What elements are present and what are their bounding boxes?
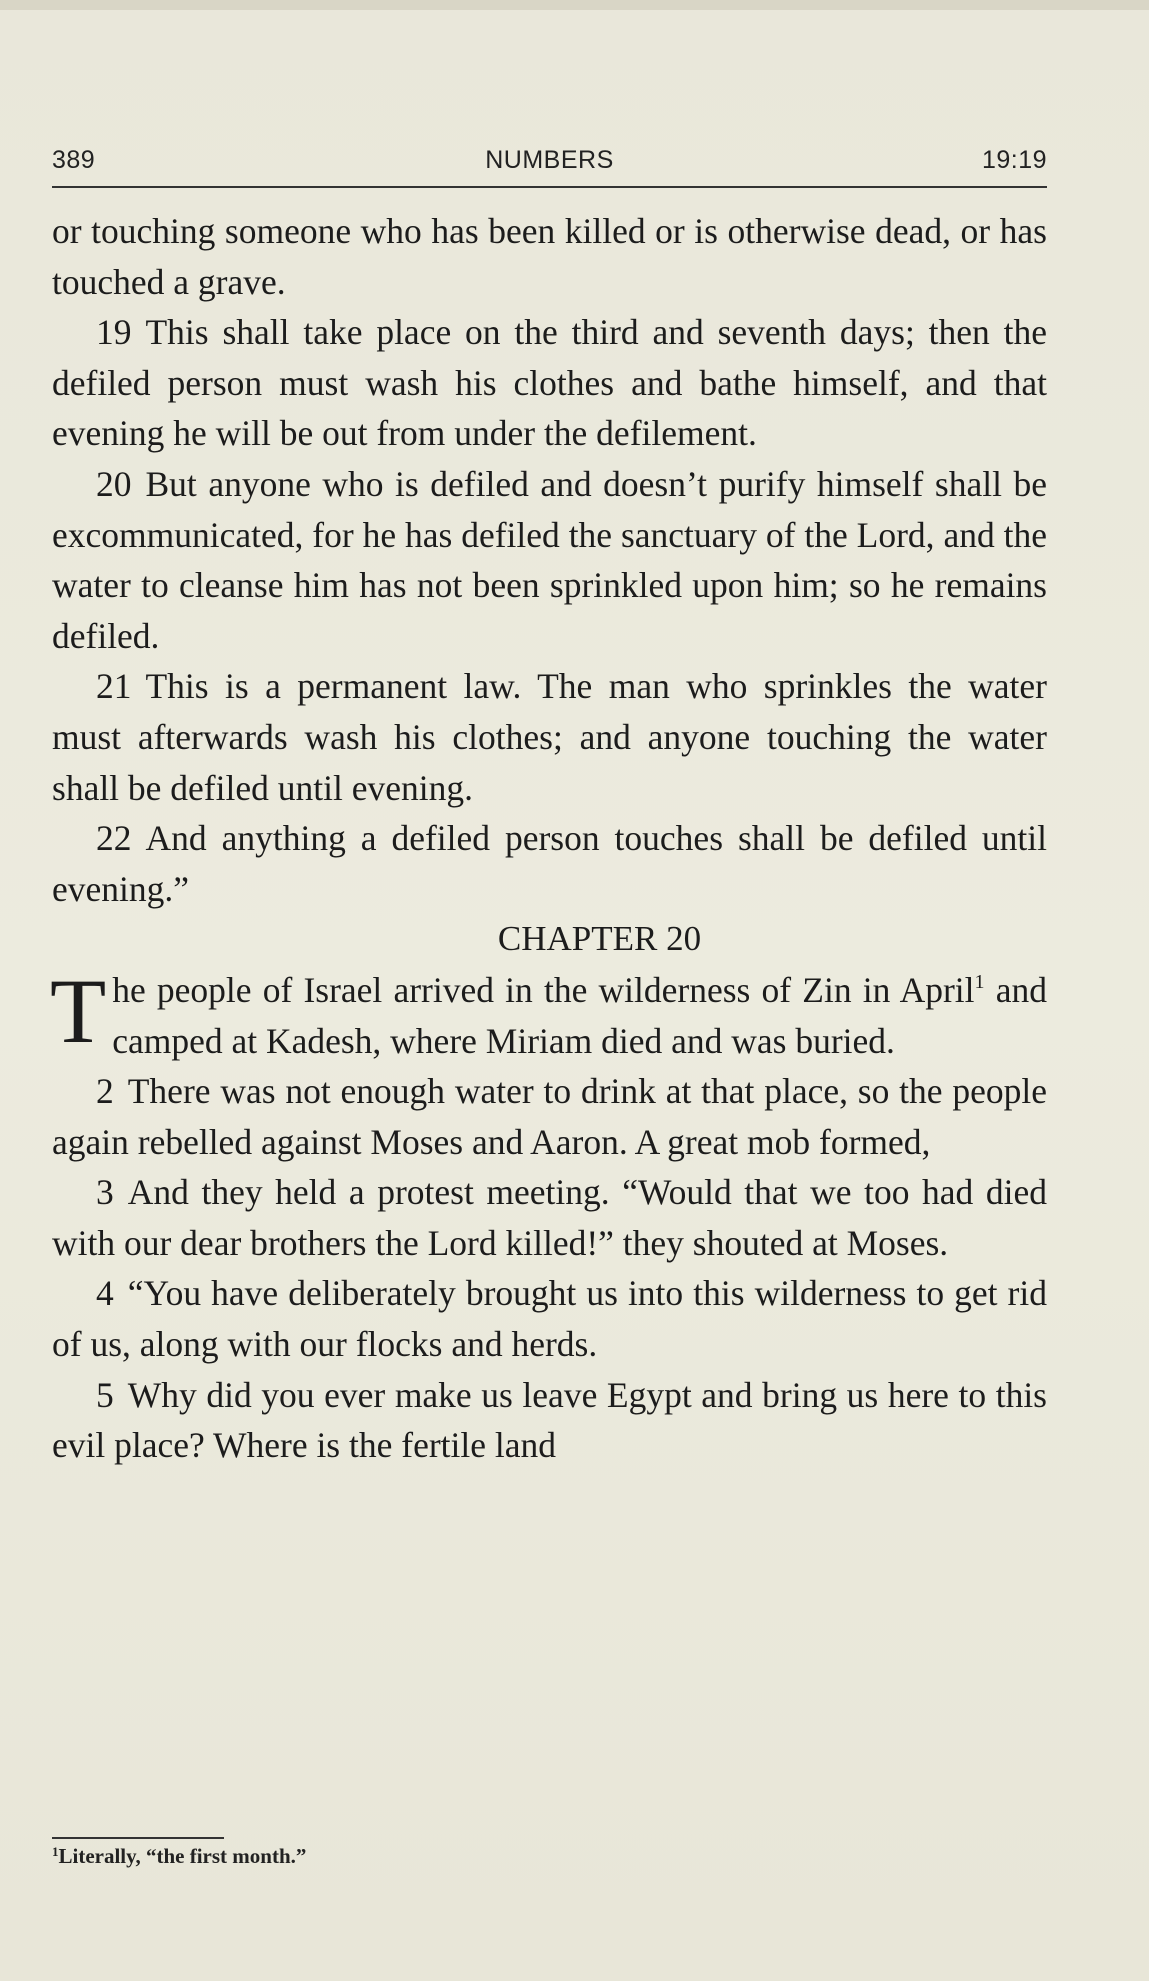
- verse-text: But anyone who is defiled and doesn’t purify himself shall be excommunicated, for he has defiled the sanctuary of the Lord, and the water to cleanse him has not been sprinkled upon him; so he remains defiled.: [52, 463, 1047, 656]
- verse-21: [52, 661, 1047, 813]
- verse-text: “You have deliberately brought us into this wilderness to get rid of us, along with our flocks and herds.: [52, 1273, 1047, 1365]
- verse-number: 20: [96, 463, 132, 504]
- verse-number: 3: [96, 1172, 114, 1213]
- footnote-reference: 1: [974, 970, 985, 993]
- footnote-text: Literally, “the first month.”: [58, 1844, 307, 1868]
- verse-22: [52, 813, 1047, 914]
- verse-text: This is a permanent law. The man who sprinkles the water must afterwards wash his clothes; and anyone touching the water shall be defiled until evening.: [52, 666, 1047, 808]
- opening-text-continued: and camped at Kadesh, where Miriam died and was buried.: [112, 969, 1047, 1061]
- verse-text: And anything a defiled person touches shall be defiled until evening.”: [52, 818, 1047, 909]
- verse-4: [52, 1268, 1047, 1369]
- page-top-edge: [0, 0, 1149, 10]
- verse-20: [52, 459, 1047, 661]
- verse-19: [52, 307, 1047, 459]
- drop-cap: T: [50, 959, 107, 1062]
- verse-number: 22: [96, 818, 132, 859]
- verse-text: Why did you ever make us leave Egypt and bring us here to this evil place? Where is the fertile land: [52, 1374, 1047, 1466]
- verse-2: [52, 1066, 1047, 1167]
- chapter-opening-paragraph: [50, 959, 1047, 1066]
- verse-text: There was not enough water to drink at that place, so the people again rebelled against Moses and Aaron. A great mob formed,: [52, 1071, 1047, 1162]
- page-number: 389: [52, 146, 96, 174]
- chapter-verse-reference: 19:19: [981, 146, 1047, 174]
- continued-paragraph: or touching someone who has been killed or is otherwise dead, or has touched a grave.: [52, 211, 1047, 302]
- chapter-heading: CHAPTER 20: [497, 919, 702, 959]
- footnote-divider: [52, 1837, 224, 1839]
- verse-text: And they held a protest meeting. “Would that we too had died with our dear brothers the Lord killed!” they shouted at Moses.: [52, 1172, 1047, 1263]
- verse-number: 4: [96, 1273, 114, 1314]
- book-title: NUMBERS: [485, 146, 614, 174]
- verse-number: 2: [96, 1071, 114, 1112]
- verse-5: [52, 1370, 1047, 1471]
- footnote: [52, 1844, 306, 1869]
- running-header: [52, 146, 1047, 188]
- verse-3: [52, 1167, 1047, 1268]
- page-body: [52, 206, 1047, 1471]
- verse-text: This shall take place on the third and seventh days; then the defiled person must wash his clothes and bathe himself, and that evening he will be out from under the defilement.: [52, 312, 1047, 454]
- verse-number: 21: [96, 666, 132, 707]
- footnote-marker: 1: [52, 1844, 59, 1859]
- opening-text: he people of Israel arrived in the wilderness of Zin in April: [112, 969, 975, 1010]
- verse-number: 5: [96, 1374, 114, 1415]
- verse-number: 19: [96, 312, 132, 353]
